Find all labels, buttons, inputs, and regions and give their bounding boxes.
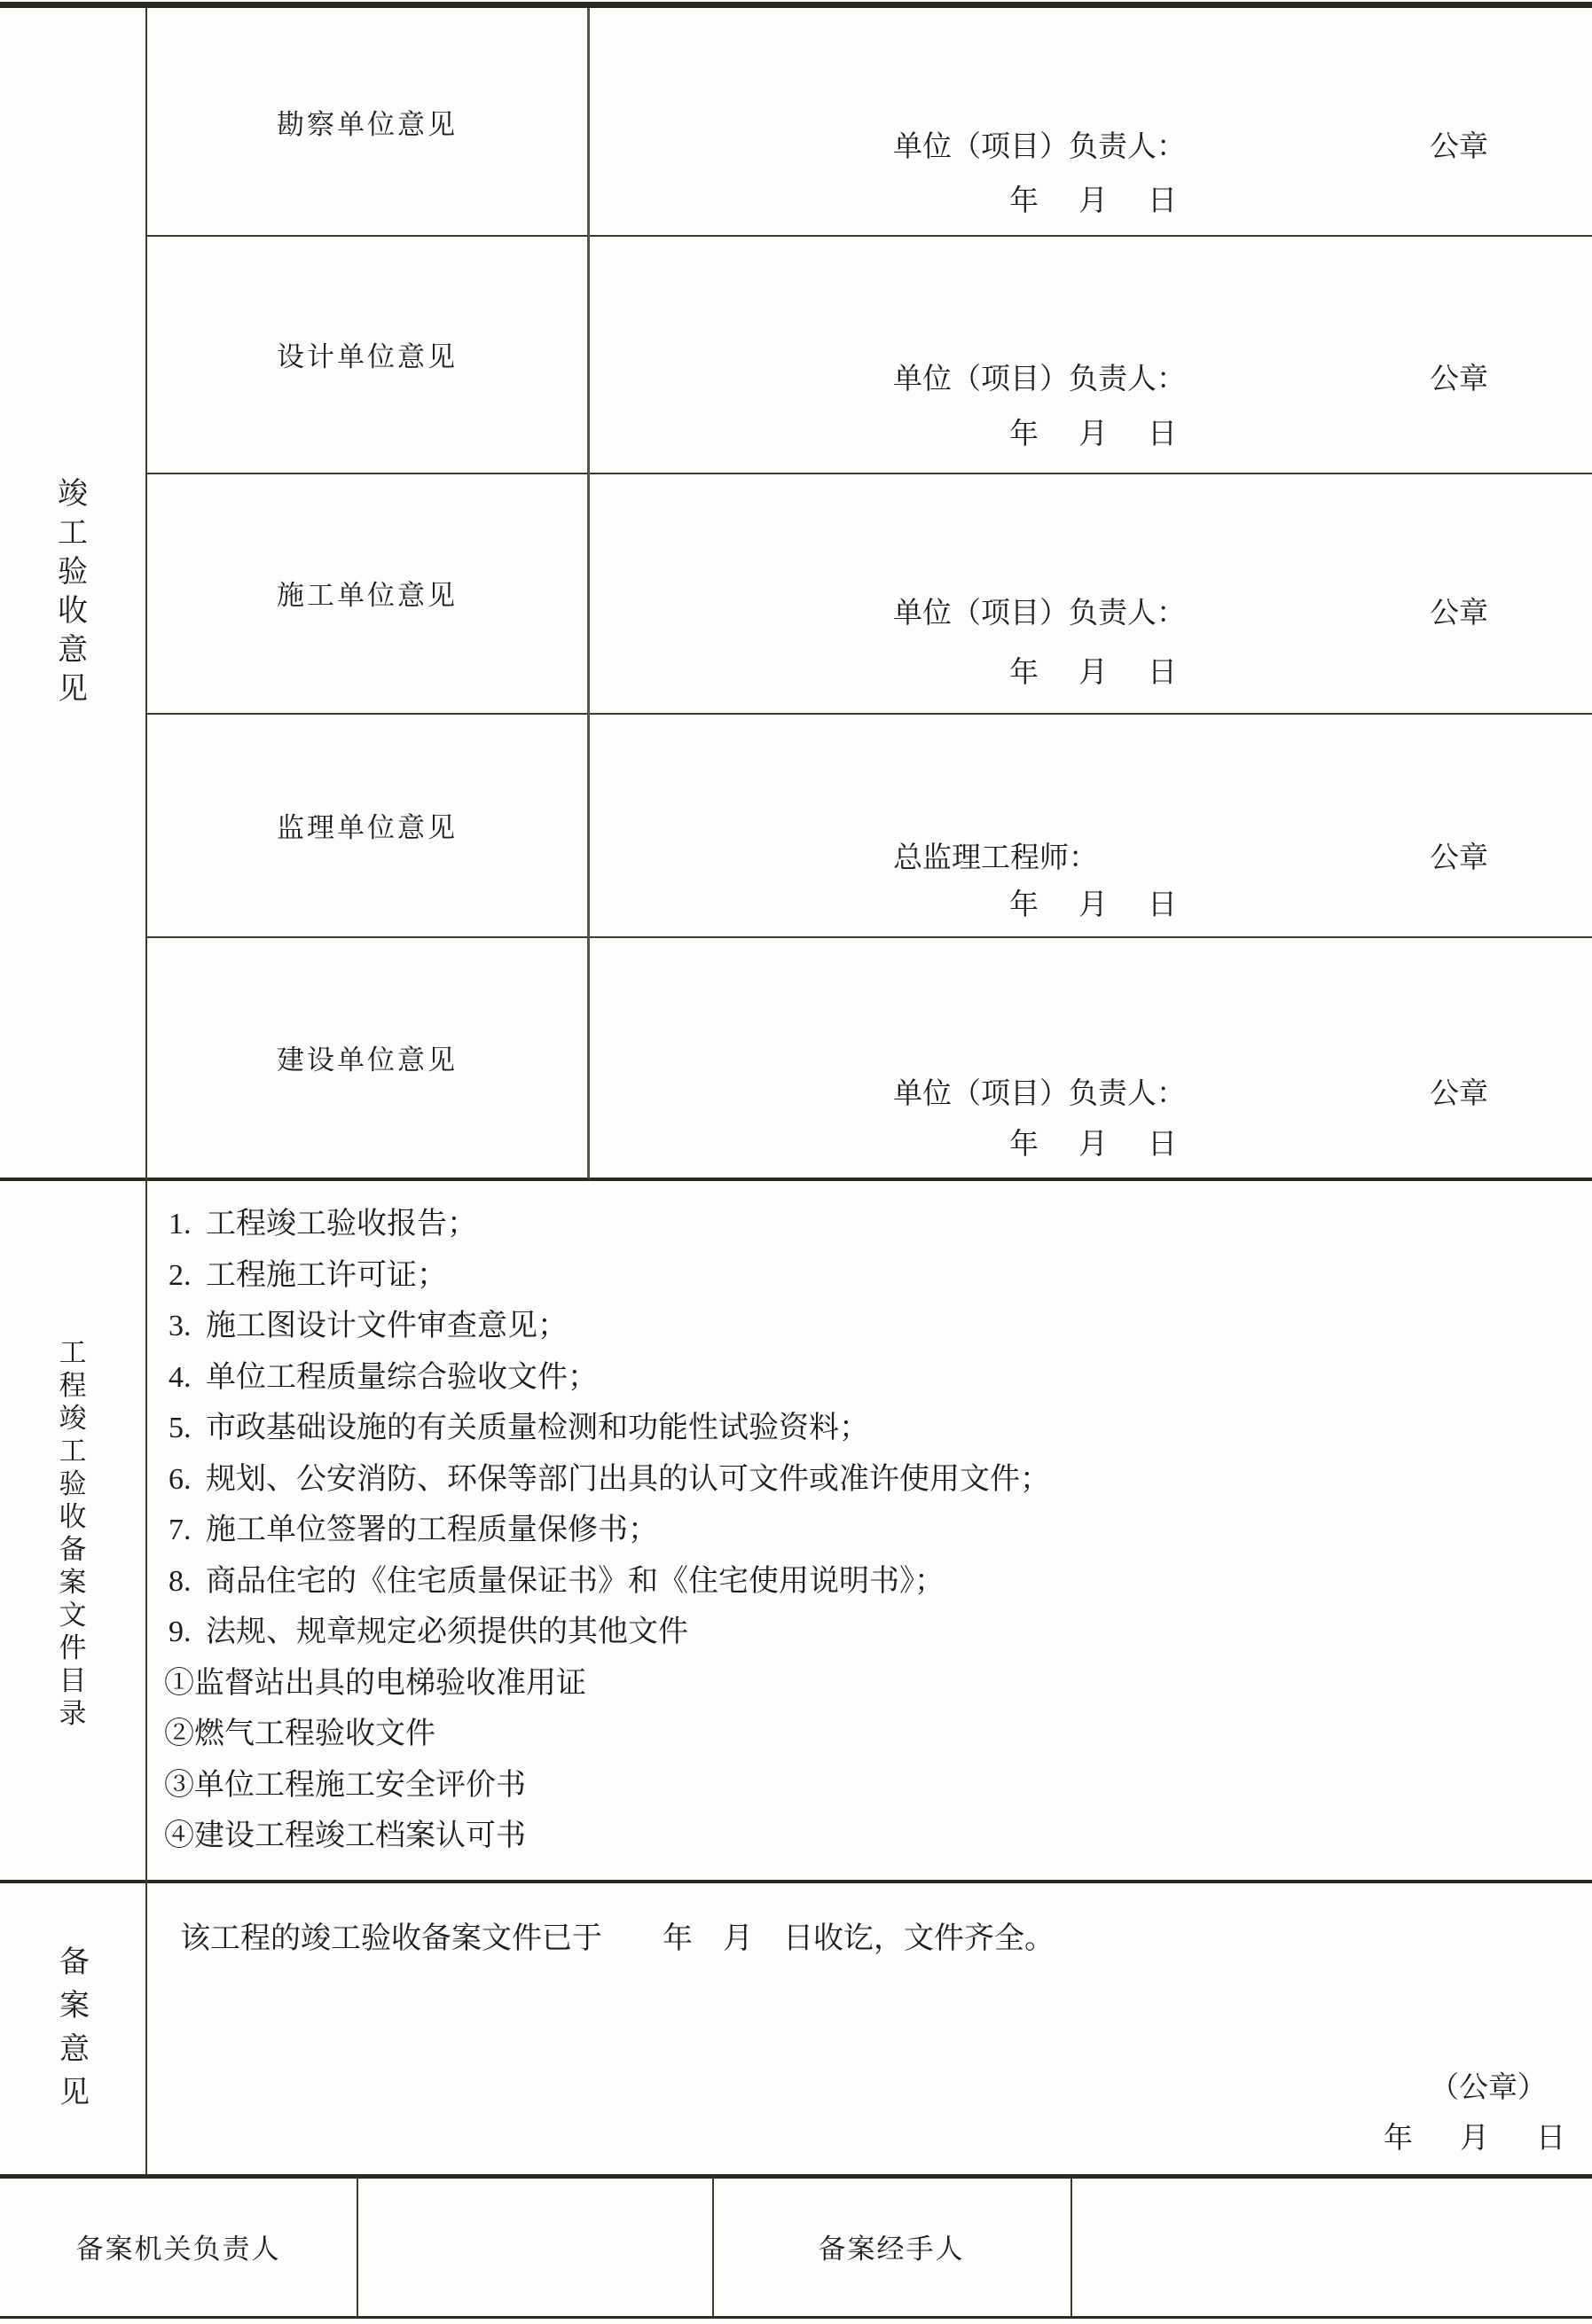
list-item (146, 1199, 1583, 1250)
list-item-text: 法规、规章规定必须提供的其他文件 (206, 1616, 688, 1648)
row-label-owner-unit-opinion: 建设单位意见 (277, 1044, 458, 1076)
list-item-number: 3. (169, 1310, 192, 1342)
list-item-number: 9. (169, 1616, 192, 1648)
list-item (146, 1607, 1583, 1658)
filing-authority-head-value-cell (357, 2177, 712, 2316)
signer-line: 单位（项目）负责人： (893, 131, 1186, 163)
date-line: 年 月 日 (1009, 185, 1182, 217)
section-header-acceptance-opinions: 竣工验收意见 (58, 478, 88, 706)
official-seal-note: （公章） (1430, 2072, 1547, 2104)
date-line: 年 月 日 (1009, 419, 1182, 450)
signer-line: 总监理工程师： (893, 842, 1098, 874)
official-seal-label: 公章 (1430, 842, 1488, 874)
list-item (146, 1403, 1583, 1454)
filing-receipt-statement: 该工程的竣工验收备案文件已于 年 月 日收讫，文件齐全。 (180, 1922, 1055, 1955)
list-item (146, 1250, 1583, 1302)
list-sub-item: ③单位工程施工安全评价书 (164, 1768, 526, 1802)
list-item (146, 1301, 1583, 1352)
table-top-border (0, 2, 1592, 8)
list-item-number: 2. (169, 1258, 192, 1292)
list-item-text: 市政基础设施的有关质量检测和功能性试验资料； (206, 1412, 869, 1444)
list-item-number: 5. (169, 1412, 192, 1444)
section-header-filing-opinion: 备案意见 (59, 1946, 90, 2109)
signer-line: 单位（项目）负责人： (893, 1078, 1186, 1110)
section-divider (0, 1880, 1592, 1883)
filing-document-list (146, 1199, 1583, 1862)
list-sub-item: ④建设工程竣工档案认可书 (164, 1819, 526, 1852)
filing-date-line: 年 月 日 (1384, 2123, 1574, 2155)
row-label-supervision-unit-opinion: 监理单位意见 (277, 811, 458, 843)
list-item-text: 规划、公安消防、环保等部门出具的认可文件或准许使用文件； (206, 1462, 1050, 1496)
list-item-number: 6. (169, 1462, 192, 1496)
signer-line: 单位（项目）负责人： (893, 598, 1186, 630)
list-item-number: 8. (169, 1564, 192, 1598)
list-item (146, 1556, 1583, 1608)
filing-handler-value-cell (1070, 2177, 1592, 2316)
filing-authority-head-label: 备案机关负责人 (75, 2234, 281, 2265)
list-item-text: 商品住宅的《住宅质量保证书》和《住宅使用说明书》； (206, 1564, 945, 1598)
section-header-filing-document-directory: 工程竣工验收备案文件目录 (59, 1337, 87, 1729)
row-label-survey-unit-opinion: 勘察单位意见 (277, 108, 458, 140)
list-sub-item: ②燃气工程验收文件 (164, 1718, 435, 1750)
official-seal-label: 公章 (1430, 131, 1488, 163)
row-label-design-unit-opinion: 设计单位意见 (277, 340, 458, 372)
list-item-number: 7. (169, 1514, 192, 1546)
row-label-construction-unit-opinion: 施工单位意见 (277, 580, 458, 611)
section-divider (0, 1178, 1592, 1181)
list-item-text: 施工单位签署的工程质量保修书； (206, 1514, 658, 1546)
filing-handler-label: 备案经手人 (818, 2234, 965, 2265)
table-bottom-border (0, 2316, 1592, 2319)
date-line: 年 月 日 (1009, 889, 1182, 921)
list-item (146, 1505, 1583, 1556)
list-item-text: 工程竣工验收报告； (206, 1208, 477, 1240)
list-sub-item: ①监督站出具的电梯验收准用证 (164, 1666, 586, 1700)
official-seal-label: 公章 (1430, 364, 1488, 395)
official-seal-label: 公章 (1430, 1078, 1488, 1110)
date-line: 年 月 日 (1009, 657, 1182, 689)
list-item-number: 4. (169, 1360, 192, 1394)
list-item (146, 1454, 1583, 1506)
list-item-text: 工程施工许可证； (206, 1258, 447, 1292)
list-item-text: 单位工程质量综合验收文件； (206, 1360, 598, 1394)
date-line: 年 月 日 (1009, 1129, 1182, 1161)
official-seal-label: 公章 (1430, 598, 1488, 630)
list-item-text: 施工图设计文件审查意见； (206, 1310, 568, 1342)
signer-line: 单位（项目）负责人： (893, 364, 1186, 395)
list-item-number: 1. (169, 1208, 192, 1240)
list-item (146, 1352, 1583, 1404)
